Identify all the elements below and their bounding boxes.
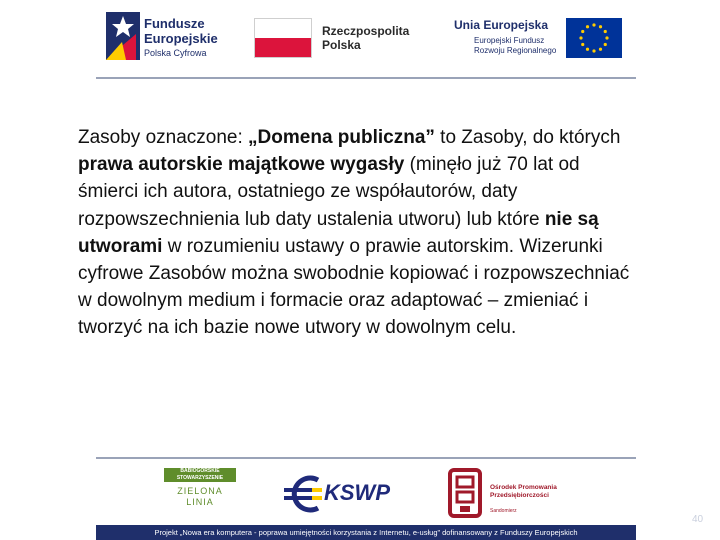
bgs-green-line1: ZIELONA [177,486,223,496]
eu-star-icon [592,23,595,26]
unia-europejska-logo [450,16,630,62]
euro-sign-icon [282,474,326,514]
eu-star-icon [579,36,582,39]
ue-title: Unia Europejska [454,18,549,32]
fe-title-line2: Europejskie [144,31,218,46]
fe-subtitle: Polska Cyfrowa [144,48,207,58]
bold-nie-sa-utworami: nie są utworami [78,208,599,257]
opp-emblem-icon [446,468,484,518]
bold-domena-publiczna: „Domena publiczna” [248,127,435,148]
eu-star-icon [592,49,595,52]
project-footer-bar: Projekt „Nowa era komputera - poprawa umiejętności korzystania z Internetu, e-usług” dofinansowany z Funduszy Europejskich [96,525,636,540]
opp-line3: Sandomierz [490,508,517,514]
rp-line1: Rzeczpospolita [322,24,410,38]
eu-star-icon [599,25,602,28]
page-number: 40 [692,514,704,525]
ue-sub-line1: Europejski Fundusz [474,36,545,45]
text-segment: to Zasoby, do których [434,127,621,148]
polish-flag-icon [254,18,312,58]
eu-star-icon [605,36,608,39]
header-divider [96,77,636,79]
eu-star-icon [581,43,584,46]
main-paragraph [78,124,638,342]
bgs-top-line1: BABIOGÓRSKIE [180,468,220,474]
text-segment: w rozumieniu ustawy o prawie autorskim. Wizerunki cyfrowe Zasobów można swobodnie kopiować i rozpowszechniać w dowolnym medium i formacie oraz adaptować – zmieniać i tworzyć na ich bazie nowe utwory w dowolnym celu. [78,235,630,339]
eu-star-icon [586,25,589,28]
rp-line2: Polska [322,38,361,52]
fe-star-icon [106,12,140,60]
eu-star-icon [604,30,607,33]
kswp-text: KSWP [324,480,390,505]
kswp-logo [282,470,402,516]
eu-flag-icon [566,18,622,58]
zielona-linia-logo [164,468,236,518]
rzeczpospolita-polska-logo [254,18,410,58]
header-logos [0,0,720,80]
eu-star-icon [586,48,589,51]
ue-sub-line2: Rozwoju Regionalnego [474,46,557,55]
text-segment: Zasoby oznaczone: [78,127,249,148]
bgs-green-line2: LINIA [186,497,214,507]
opp-line1: Ośrodek Promowania [490,484,557,491]
text-segment: (minęło już 70 lat od śmierci ich autora, ostatniego ze współautorów, daty rozpowszechnienia lub daty ustalenia utworu) lub które [78,154,580,230]
eu-star-icon [599,48,602,51]
fundusze-europejskie-logo [106,12,236,64]
bgs-top-line2: STOWARZYSZENIE [176,475,224,481]
eu-star-icon [581,30,584,33]
fe-title-line1: Fundusze [144,16,205,31]
opp-line2: Przedsiębiorczości [490,492,549,499]
opp-sandomierz-logo [446,468,586,520]
footer-divider [96,457,636,459]
eu-star-icon [604,43,607,46]
bold-prawa-autorskie: prawa autorskie majątkowe wygasły [78,154,405,176]
